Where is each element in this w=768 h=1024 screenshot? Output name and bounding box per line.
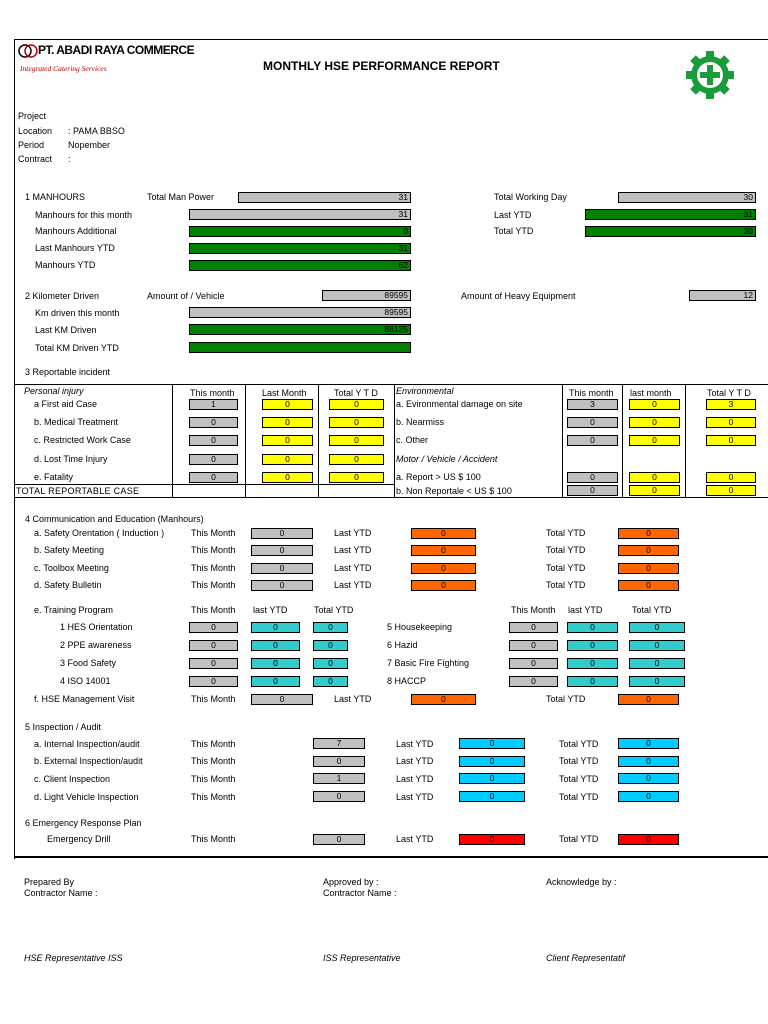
iso-14001-last-ytd: 0 [251, 676, 300, 687]
restricted-this-month: 0 [189, 435, 238, 446]
client-inspection-this-month: 1 [313, 773, 365, 784]
emergency-drill-total-ytd: 0 [618, 834, 679, 845]
wd-last-ytd-label: Last YTD [494, 210, 532, 220]
manhours-title: 1 MANHOURS [25, 192, 86, 202]
period-value: Nopember [68, 140, 111, 150]
hazid-last-ytd: 0 [567, 640, 618, 651]
top-border [14, 39, 768, 40]
training-program-label: e. Training Program [34, 605, 114, 615]
manhours-additional-label: Manhours Additional [35, 226, 117, 236]
external-inspection-this-month-label: This Month [191, 756, 236, 766]
prepared-contractor-label: Contractor Name : [24, 888, 98, 898]
haccp-label: 8 HACCP [387, 676, 427, 686]
external-inspection-last-ytd-label: Last YTD [396, 756, 434, 766]
project-label: Project [18, 111, 47, 121]
restricted-ytd: 0 [329, 435, 384, 446]
hse-visit-label: f. HSE Management Visit [34, 694, 135, 704]
total-manpower-value: 31 [238, 192, 411, 203]
vehicle-inspection-label: d. Light Vehicle Inspection [34, 792, 139, 802]
motor-vehicle-label: Motor / Vehicle / Accident [396, 454, 498, 464]
internal-inspection-this-month: 7 [313, 738, 365, 749]
restricted-label: c. Restricted Work Case [34, 435, 131, 445]
training-col-this-month: This Month [191, 605, 236, 615]
training-col-this-month-right: This Month [511, 605, 556, 615]
non-report-label: b. Non Reportale < US $ 100 [396, 486, 512, 496]
internal-inspection-this-month-label: This Month [191, 739, 236, 749]
heavy-equipment-label: Amount of Heavy Equipment [461, 291, 576, 301]
safety-bulletin-this-month: 0 [251, 580, 313, 591]
external-inspection-total-ytd: 0 [618, 756, 679, 767]
client-inspection-total-ytd-label: Total YTD [559, 774, 599, 784]
env-other-last-month: 0 [629, 435, 680, 446]
housekeeping-total-ytd: 0 [629, 622, 685, 633]
signature-client: Client Representatif [546, 953, 626, 963]
client-inspection-last-ytd-label: Last YTD [396, 774, 434, 784]
hazid-this-month: 0 [509, 640, 558, 651]
km-ytd-label: Total KM Driven YTD [35, 343, 119, 353]
toolbox-meeting-last-ytd-label: Last YTD [334, 563, 372, 573]
env-other-ytd: 0 [706, 435, 756, 446]
ppe-awareness-total-ytd: 0 [313, 640, 348, 651]
working-day-label: Total Working Day [494, 192, 567, 202]
safety-meeting-last-ytd-label: Last YTD [334, 545, 372, 555]
basic-fire-fighting-last-ytd: 0 [567, 658, 618, 669]
safety-meeting-total-ytd-label: Total YTD [546, 545, 586, 555]
hse-visit-last-ytd: 0 [411, 694, 476, 705]
page-title: MONTHLY HSE PERFORMANCE REPORT [263, 59, 500, 73]
environmental-label: Environmental [396, 386, 454, 396]
internal-inspection-total-ytd-label: Total YTD [559, 739, 599, 749]
lost-time-ytd: 0 [329, 454, 384, 465]
fatality-ytd: 0 [329, 472, 384, 483]
manhours-this-month-value: 31 [189, 209, 411, 220]
env-damage-ytd: 3 [706, 399, 756, 410]
personal-injury-label: Personal injury [24, 386, 84, 396]
external-inspection-label: b. External Inspection/audit [34, 756, 143, 766]
toolbox-meeting-total-ytd: 0 [618, 563, 679, 574]
hse-visit-this-month: 0 [251, 694, 313, 705]
safety-orientation-total-ytd: 0 [618, 528, 679, 539]
incident-title: 3 Reportable incident [25, 367, 111, 377]
prepared-by-label: Prepared By [24, 877, 75, 887]
toolbox-meeting-last-ytd: 0 [411, 563, 476, 574]
hes-orientation-label: 1 HES Orientation [60, 622, 133, 632]
km-ytd-value [189, 342, 411, 353]
vehicle-inspection-last-ytd: 0 [459, 791, 525, 802]
report-over-100-this-month: 0 [567, 472, 618, 483]
safety-meeting-last-ytd: 0 [411, 545, 476, 556]
vehicle-inspection-this-month-label: This Month [191, 792, 236, 802]
amount-vehicle-value: 89595 [322, 290, 411, 301]
emergency-drill-label: Emergency Drill [47, 834, 111, 844]
total-reportable-label: TOTAL REPORTABLE CASE [16, 486, 140, 496]
manhours-additional-value: 0 [189, 226, 411, 237]
comm-title: 4 Communication and Education (Manhours) [25, 514, 204, 524]
first-aid-label: a First aid Case [34, 399, 98, 409]
fatality-last-month: 0 [262, 472, 313, 483]
emergency-drill-this-month-label: This Month [191, 834, 236, 844]
safety-orientation-this-month: 0 [251, 528, 313, 539]
non-report-ytd: 0 [706, 485, 756, 496]
medical-this-month: 0 [189, 417, 238, 428]
env-col-last-month: last month [630, 388, 672, 398]
km-this-month-value: 89595 [189, 307, 411, 318]
first-aid-ytd: 0 [329, 399, 384, 410]
medical-label: b. Medical Treatment [34, 417, 119, 427]
internal-inspection-total-ytd: 0 [618, 738, 679, 749]
hes-orientation-total-ytd: 0 [313, 622, 348, 633]
company-emblem-icon [18, 42, 38, 60]
internal-inspection-last-ytd: 0 [459, 738, 525, 749]
manhours-ytd-label: Manhours YTD [35, 260, 96, 270]
hes-orientation-this-month: 0 [189, 622, 238, 633]
haccp-this-month: 0 [509, 676, 558, 687]
medical-last-month: 0 [262, 417, 313, 428]
last-manhours-ytd-label: Last Manhours YTD [35, 243, 115, 253]
training-col-total-ytd: Total YTD [314, 605, 354, 615]
hazid-total-ytd: 0 [629, 640, 685, 651]
medical-ytd: 0 [329, 417, 384, 428]
iso-14001-total-ytd: 0 [313, 676, 348, 687]
company-name: PT. ABADI RAYA COMMERCE [38, 43, 195, 57]
approved-contractor-label: Contractor Name : [323, 888, 397, 898]
env-damage-label: a. Evironmental damage on site [396, 399, 523, 409]
emergency-drill-last-ytd: 0 [459, 834, 525, 845]
lost-time-last-month: 0 [262, 454, 313, 465]
vehicle-inspection-total-ytd-label: Total YTD [559, 792, 599, 802]
hse-visit-total-ytd-label: Total YTD [546, 694, 586, 704]
safety-bulletin-last-ytd: 0 [411, 580, 476, 591]
basic-fire-fighting-total-ytd: 0 [629, 658, 685, 669]
toolbox-meeting-this-month: 0 [251, 563, 313, 574]
col-total-ytd: Total Y T D [334, 388, 378, 398]
toolbox-meeting-label: c. Toolbox Meeting [34, 563, 109, 573]
env-other-this-month: 0 [567, 435, 618, 446]
training-col-last-ytd: last YTD [253, 605, 288, 615]
company-logo [18, 42, 195, 80]
wd-total-ytd-label: Total YTD [494, 226, 534, 236]
nearmiss-ytd: 0 [706, 417, 756, 428]
housekeeping-this-month: 0 [509, 622, 558, 633]
col-last-month: Last Month [262, 388, 307, 398]
safety-orientation-last-ytd-label: Last YTD [334, 528, 372, 538]
approved-by-label: Approved by : [323, 877, 379, 887]
safety-meeting-label: b. Safety Meeting [34, 545, 105, 555]
manhours-ytd-value: 62 [189, 260, 411, 271]
external-inspection-last-ytd: 0 [459, 756, 525, 767]
non-report-this-month: 0 [567, 485, 618, 496]
food-safety-total-ytd: 0 [313, 658, 348, 669]
training-col-last-ytd-right: last YTD [568, 605, 603, 615]
toolbox-meeting-this-month-label: This Month [191, 563, 236, 573]
report-over-100-last-month: 0 [629, 472, 680, 483]
contract-label: Contract [18, 154, 53, 164]
fatality-label: e. Fatality [34, 472, 74, 482]
haccp-last-ytd: 0 [567, 676, 618, 687]
safety-orientation-this-month-label: This Month [191, 528, 236, 538]
working-day-value: 30 [618, 192, 756, 203]
safety-cross-gear-icon [676, 50, 744, 100]
client-inspection-total-ytd: 0 [618, 773, 679, 784]
vehicle-inspection-total-ytd: 0 [618, 791, 679, 802]
hse-visit-this-month-label: This Month [191, 694, 236, 704]
km-title: 2 Kilometer Driven [25, 291, 100, 301]
last-manhours-ytd-value: 31 [189, 243, 411, 254]
nearmiss-last-month: 0 [629, 417, 680, 428]
food-safety-last-ytd: 0 [251, 658, 300, 669]
signature-iss: ISS Representative [323, 953, 401, 963]
wd-last-ytd-value: 31 [585, 209, 756, 220]
location-value: : PAMA BBSO [68, 126, 125, 136]
restricted-last-month: 0 [262, 435, 313, 446]
total-manpower-label: Total Man Power [147, 192, 215, 202]
basic-fire-fighting-this-month: 0 [509, 658, 558, 669]
housekeeping-label: 5 Housekeeping [387, 622, 453, 632]
safety-bulletin-total-ytd: 0 [618, 580, 679, 591]
erp-title: 6 Emergency Response Plan [25, 818, 142, 828]
inspection-title: 5 Inspection / Audit [25, 722, 102, 732]
report-over-100-ytd: 0 [706, 472, 756, 483]
training-col-total-ytd-right: Total YTD [632, 605, 672, 615]
manhours-this-month-label: Manhours for this month [35, 210, 133, 220]
safety-orientation-total-ytd-label: Total YTD [546, 528, 586, 538]
emergency-drill-last-ytd-label: Last YTD [396, 834, 434, 844]
client-inspection-last-ytd: 0 [459, 773, 525, 784]
left-border [14, 39, 15, 859]
food-safety-this-month: 0 [189, 658, 238, 669]
non-report-last-month: 0 [629, 485, 680, 496]
period-label: Period [18, 140, 45, 150]
signature-hse-iss: HSE Representative ISS [24, 953, 123, 963]
col-this-month: This month [190, 388, 235, 398]
basic-fire-fighting-label: 7 Basic Fire Fighting [387, 658, 470, 668]
client-inspection-this-month-label: This Month [191, 774, 236, 784]
contract-value: : [68, 154, 71, 164]
hes-orientation-last-ytd: 0 [251, 622, 300, 633]
internal-inspection-last-ytd-label: Last YTD [396, 739, 434, 749]
external-inspection-total-ytd-label: Total YTD [559, 756, 599, 766]
vehicle-inspection-last-ytd-label: Last YTD [396, 792, 434, 802]
env-col-total-ytd: Total Y T D [707, 388, 751, 398]
safety-meeting-this-month-label: This Month [191, 545, 236, 555]
company-subtitle: Integrated Catering Services [20, 64, 107, 73]
lost-time-this-month: 0 [189, 454, 238, 465]
safety-bulletin-this-month-label: This Month [191, 580, 236, 590]
wd-total-ytd-value: 30 [585, 226, 756, 237]
safety-bulletin-total-ytd-label: Total YTD [546, 580, 586, 590]
safety-orientation-label: a. Safety Orentation ( Induction ) [34, 528, 165, 538]
vehicle-inspection-this-month: 0 [313, 791, 365, 802]
env-col-this-month: This month [569, 388, 614, 398]
first-aid-last-month: 0 [262, 399, 313, 410]
haccp-total-ytd: 0 [629, 676, 685, 687]
internal-inspection-label: a. Internal Inspection/audit [34, 739, 140, 749]
env-other-label: c. Other [396, 435, 429, 445]
last-km-label: Last KM Driven [35, 325, 97, 335]
safety-bulletin-label: d. Safety Bulletin [34, 580, 102, 590]
external-inspection-this-month: 0 [313, 756, 365, 767]
bottom-border [14, 856, 768, 858]
location-label: Location [18, 126, 53, 136]
env-damage-last-month: 0 [629, 399, 680, 410]
hse-visit-total-ytd: 0 [618, 694, 679, 705]
emergency-drill-total-ytd-label: Total YTD [559, 834, 599, 844]
ppe-awareness-last-ytd: 0 [251, 640, 300, 651]
hse-visit-last-ytd-label: Last YTD [334, 694, 372, 704]
housekeeping-last-ytd: 0 [567, 622, 618, 633]
env-damage-this-month: 3 [567, 399, 618, 410]
client-inspection-label: c. Client Inspection [34, 774, 111, 784]
amount-vehicle-label: Amount of / Vehicle [147, 291, 225, 301]
hazid-label: 6 Hazid [387, 640, 418, 650]
first-aid-this-month: 1 [189, 399, 238, 410]
km-this-month-label: Km driven this month [35, 308, 120, 318]
lost-time-label: d. Lost Time Injury [34, 454, 108, 464]
iso-14001-this-month: 0 [189, 676, 238, 687]
toolbox-meeting-total-ytd-label: Total YTD [546, 563, 586, 573]
last-km-value: 88125 [189, 324, 411, 335]
ppe-awareness-label: 2 PPE awareness [60, 640, 132, 650]
nearmiss-this-month: 0 [567, 417, 618, 428]
acknowledge-by-label: Acknowledge by : [546, 877, 617, 887]
safety-meeting-this-month: 0 [251, 545, 313, 556]
safety-meeting-total-ytd: 0 [618, 545, 679, 556]
nearmiss-label: b. Nearmiss [396, 417, 445, 427]
emergency-drill-this-month: 0 [313, 834, 365, 845]
safety-bulletin-last-ytd-label: Last YTD [334, 580, 372, 590]
report-over-100-label: a. Report > US $ 100 [396, 472, 481, 482]
iso-14001-label: 4 ISO 14001 [60, 676, 111, 686]
heavy-equipment-value: 12 [689, 290, 756, 301]
fatality-this-month: 0 [189, 472, 238, 483]
safety-orientation-last-ytd: 0 [411, 528, 476, 539]
food-safety-label: 3 Food Safety [60, 658, 117, 668]
ppe-awareness-this-month: 0 [189, 640, 238, 651]
